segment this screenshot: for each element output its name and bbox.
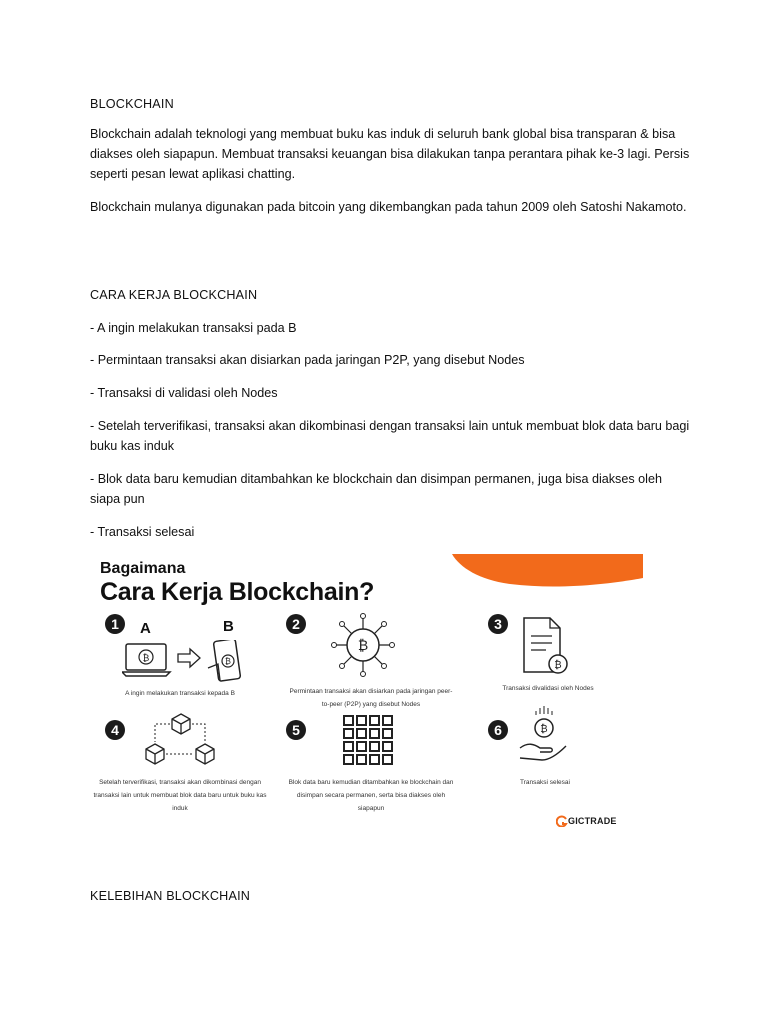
step-number-5: 5 xyxy=(286,720,306,740)
heading-cara-kerja: CARA KERJA BLOCKCHAIN xyxy=(90,288,258,302)
label-b: B xyxy=(223,618,234,635)
p2p-network-icon xyxy=(330,612,396,678)
step-number-6: 6 xyxy=(488,720,508,740)
caption-1: A ingin melakukan transaksi kepada B xyxy=(125,690,235,697)
infographic-title: Cara Kerja Blockchain? xyxy=(100,578,375,606)
blocks-combine-icon xyxy=(142,710,220,772)
step-number-3: 3 xyxy=(488,614,508,634)
step-number-1: 1 xyxy=(105,614,125,634)
step-6-text: - Transaksi selesai xyxy=(90,525,195,539)
svg-text:₿: ₿ xyxy=(357,638,369,654)
blockchain-grid-icon xyxy=(342,714,394,766)
svg-text:₿: ₿ xyxy=(142,654,150,664)
caption-5: Blok data baru kemudian ditambahkan ke blockchain dan disimpan secara permanen, serta bisa diakses oleh siapapun xyxy=(288,779,454,812)
hand-coin-icon xyxy=(518,706,568,766)
svg-text:₿: ₿ xyxy=(540,724,548,735)
heading-kelebihan: KELEBIHAN BLOCKCHAIN xyxy=(90,889,251,903)
step-1-text: - A ingin melakukan transaksi pada B xyxy=(90,321,297,335)
caption-6: Transaksi selesai xyxy=(520,779,570,786)
caption-3: Transaksi divalidasi oleh Nodes xyxy=(502,685,594,692)
svg-text:₿: ₿ xyxy=(554,660,562,671)
infographic-title-small: Bagaimana xyxy=(100,560,186,577)
brand-name: GICTRADE xyxy=(568,816,617,826)
step-2-text: - Permintaan transaksi akan disiarkan pada jaringan P2P, yang disebut Nodes xyxy=(90,353,525,367)
paragraph-history: Blockchain mulanya digunakan pada bitcoin yang dikembangkan pada tahun 2009 oleh Satoshi Nakamoto. xyxy=(90,200,687,214)
step-5-text: - Blok data baru kemudian ditambahkan ke blockchain dan disimpan permanen, juga bisa diakses oleh siapa pun xyxy=(90,472,662,506)
caption-4: Setelah terverifikasi, transaksi akan dikombinasi dengan transaksi lain untuk membuat blok data baru untuk buku kas induk xyxy=(93,779,267,812)
laptop-to-phone-icon xyxy=(122,640,252,684)
document-validation-icon xyxy=(522,616,572,678)
paragraph-definition: Blockchain adalah teknologi yang membuat buku kas induk di seluruh bank global bisa transparan & bisa diakses oleh siapapun. Membuat transaksi keuangan bisa dilakukan tanpa perantara pihak ke-3 lagi. Persis seperti pesan lewat aplikasi chatting. xyxy=(90,127,690,181)
step-3-text: - Transaksi di validasi oleh Nodes xyxy=(90,386,278,400)
step-4-text: - Setelah terverifikasi, transaksi akan dikombinasi dengan transaksi lain untuk membuat blok data baru bagi buku kas induk xyxy=(90,419,690,453)
step-number-4: 4 xyxy=(105,720,125,740)
gictrade-logo-icon xyxy=(556,815,568,827)
caption-2: Permintaan transaksi akan disiarkan pada jaringan peer-to-peer (P2P) yang disebut Nodes xyxy=(289,688,453,708)
step-number-2: 2 xyxy=(286,614,306,634)
heading-blockchain: BLOCKCHAIN xyxy=(90,97,174,111)
label-a: A xyxy=(140,620,151,637)
svg-text:₿: ₿ xyxy=(225,657,231,666)
infographic-image xyxy=(90,554,643,836)
